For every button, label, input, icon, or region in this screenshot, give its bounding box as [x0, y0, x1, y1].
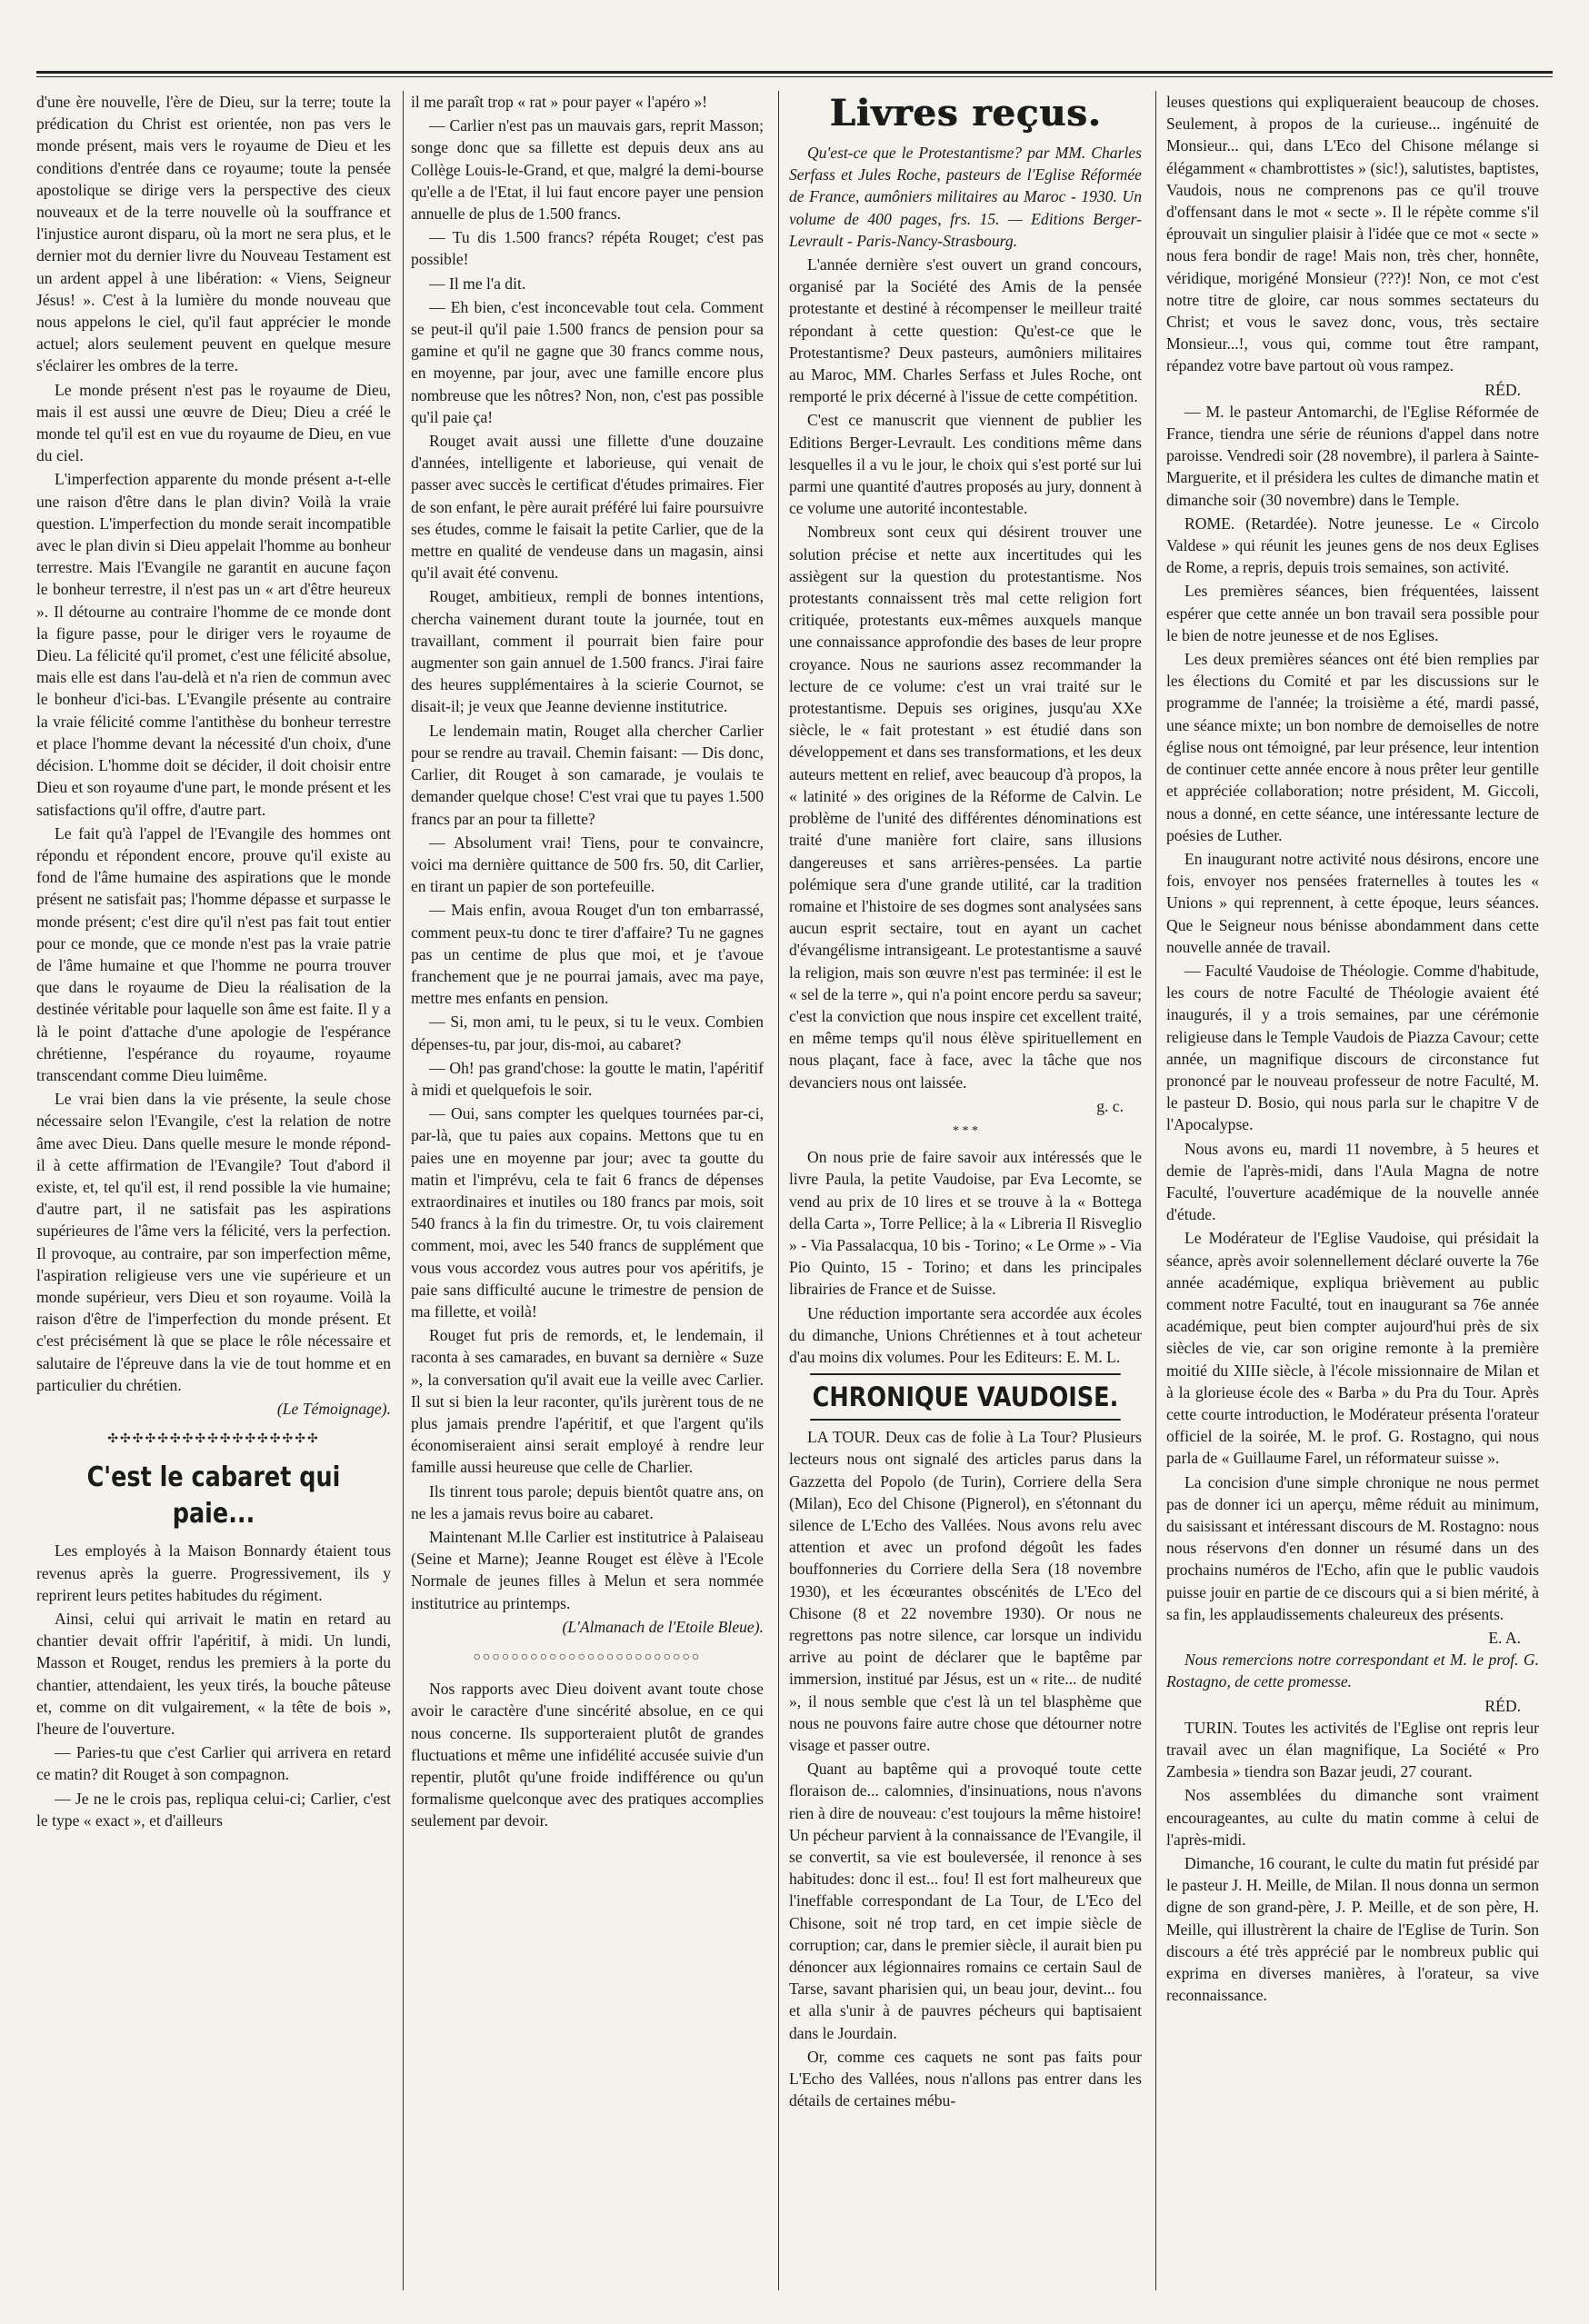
paragraph: Nous remercions notre correspondant et M. le prof. G. Rostagno, de cette promesse. [1166, 1651, 1539, 1691]
paragraph: d'une ère nouvelle, l'ère de Dieu, sur la terre; toute la prédication du Christ est orientée, non pas vers le monde présent, mais vers le royaume de Dieu et les conditions d'entrée dans ce royaume; toute la pensée apostolique se dirige vers la perspective des cieux nouveaux et de la terre nouvelle où la souffrance et l'injustice auront disparu, où la mort ne sera plus, et le dernier mot du dernier livre du Nouveau Testament est un ardent appel à une libération: « Viens, Seigneur Jésus! ». C'est à la lumière du monde nouveau que nous appelons le ciel, qu'il faut apprécier le monde actuel; alors seulement peuvent en quelque mesure s'éclairer les ombres de la terre. [36, 93, 391, 375]
paragraph: Nous avons eu, mardi 11 novembre, à 5 heures et demie de l'après-midi, dans l'Aula Magna de notre Faculté, l'ouverture académique de la nouvelle année d'étude. [1166, 1139, 1539, 1224]
paragraph: Dimanche, 16 courant, le culte du matin fut présidé par le pasteur J. H. Meille, de Milan. Il nous donna un sermon digne de son grand-père, J. P. Meille, et de son père, H. Meille, qui illustrèrent la chaire de l'Eglise de Turin. Son discours a été très apprécié par le nombreux public qui exprima en diverses manières, à l'orateur, sa vive reconnaissance. [1166, 1854, 1539, 2005]
paragraph: Le Modérateur de l'Eglise Vaudoise, qui présidait la séance, après avoir solennellement déclaré ouverte la 76e année académique, expliqua brièvement au public comment notre Faculté, tout en inaugurant sa 76e année académique, peut bien compter aujourd'hui près de six siècles de vie, car son origine remonte à la première moitié du XIIIe siècle, à l'école missionnaire de Milan et à la glorieuse école des « Barba » du Pra du Tour. Après cette courte introduction, le Modérateur présenta l'orateur officiel de la soirée, M. le prof. G. Rostagno, qui nous parla de « Guillaume Farel, un réformateur suisse ». [1166, 1229, 1539, 1468]
paragraph: La concision d'une simple chronique ne nous permet pas de donner ici un aperçu, même réduit au minimum, du saisissant et intéressant discours de M. Rostagno: nous nous réservons d'en donner un résumé dans un des prochains numéros de l'Echo, afin que le public vaudois puisse jouir en partie de ce discours qui a si bien mérité, à sa fin, les applaudissements chaleureux des présents. [1166, 1472, 1539, 1623]
paragraph: — Faculté Vaudoise de Théologie. Comme d'habitude, les cours de notre Faculté de Théologie avaient été inaugurés, il y a trois semaines, par une cérémonie religieuse dans le Temple Vaudois de Piazza Cavour; cette année, un magnifique discours de circonstance fut prononcé par le nouveau professeur de notre Faculté, M. le pasteur D. Bosio, qui nous parla sur le chapitre V de l'Apocalypse. [1166, 961, 1539, 1134]
paragraph: Ainsi, celui qui arrivait le matin en retard au chantier devait offrir l'apéritif, à midi. Un lundi, Masson et Rouget, rendus les premiers à la porte du chantier, attendaient, les yeux tirés, la bouche pâteuse et, comme on dit vulgairement, « la tête de bois », l'heure de l'ouverture. [36, 1610, 391, 1739]
paragraph: Le monde présent n'est pas le royaume de Dieu, mais il est aussi une œuvre de Dieu; Dieu a créé le monde tel qu'il est en vue du royaume de Dieu, en vue du ciel. [36, 380, 391, 465]
paragraph: il me paraît trop « rat » pour payer « l'apéro »! [411, 93, 708, 111]
column-divider [778, 91, 779, 2290]
paragraph: ROME. (Retardée). Notre jeunesse. Le « Circolo Valdese » qui réunit les jeunes gens de nos deux Eglises de Rome, a repris, depuis trois semaines, son activité. [1166, 514, 1539, 577]
ornament-divider: ○○○○○○○○○○○○○○○○○○○○○○○○ [473, 1651, 702, 1665]
column-4 [1166, 91, 1539, 2290]
paragraph: Or, comme ces caquets ne sont pas faits pour L'Echo des Vallées, nous n'allons pas entrer dans les détails de certaines mébu- [789, 2047, 1142, 2110]
paragraph: — M. le pasteur Antomarchi, de l'Eglise Réformée de France, tiendra une série de réunions d'appel dans notre paroisse. Vendredi soir (28 novembre), il parlera à Sainte-Marguerite, et il présidera les cultes de dimanche matin et dimanche soir (30 novembre) dans le Temple. [1166, 402, 1539, 509]
paragraph: — Si, mon ami, tu le peux, si tu le veux. Combien dépenses-tu, par jour, dis-moi, au cabaret? [411, 1012, 764, 1053]
article-title: C'est le cabaret qui paie... [86, 1461, 341, 1531]
paragraph: LA TOUR. Deux cas de folie à La Tour? Plusieurs lecteurs nous ont signalé des articles parus dans la Gazzetta del Popolo (de Turin), Corriere della Sera (Milan), Eco del Chisone (Pignerol), en s'étonnant du silence de L'Echo des Vallées. Nous avons relu avec attention et avec un profond dégoût les fades bouffonneries du Corriere della Sera (18 novembre 1930), et les écœurantes obscénités de L'Eco del Chisone (8 et 22 novembre 1930). Or nous ne regrettons pas notre silence, car lorsque un individu arrive au point de déclarer que le baptême par immersion, institué par Jésus, est un « rite... de nudité », il nous semble que c'est là un tel blasphème que nous ne pouvons faire autre chose que détourner notre visage et passer outre. [789, 1428, 1142, 1755]
paragraph: Quant au baptême qui a provoqué toute cette floraison de... calomnies, d'insinuations, nous n'avons rien à dire de nouveau: c'est toujours la même histoire! Un pécheur parvient à la connaissance de l'Evangile, il se convertit, sa vie est bouleversée, il renonce à ses habitudes: donc il est... fou! Il est fort malheureux que l'ineffable correspondant de La Tour, de L'Eco del Chisone, soit né trop tard, en cet impie siècle de corruption; car, dans le premier siècle, il aurait bien pu dénoncer aux légionnaires romains ce certain Saul de Tarse, savant pharisien qui, un beau jour, devint... fou et alla s'unir à de pauvres pécheurs qui baptisaient dans le Jourdain. [789, 1760, 1142, 2042]
paragraph: — Je ne le crois pas, repliqua celui-ci; Carlier, c'est le type « exact », et d'ailleurs [36, 1789, 391, 1830]
paragraph: leuses questions qui expliqueraient beaucoup de choses. Seulement, à propos de la curieuse... ingénuité de Monsieur... qui, dans L'Eco del Chisone mélange si élégamment « chambrottistes » (sic!), salutistes, baptistes, Vaudois, nous ne comprenons pas ce qu'il trouve d'offensant dans le mot « secte ». Il le répète comme s'il éprouvait un singulier plaisir à l'idée que ce mot « secte » nous fera bondir de rage! Mais non, très cher, honnête, véridique, morigéné Monsieur (???)! Non, ce mot c'est notre titre de gloire, car nous sommes sectateurs du Christ; et vous le savez donc, vous, très sectaire Monsieur...!, vous qui, comme tout être rampant, répandez votre bave partout où vous rampez. [1166, 93, 1539, 375]
paragraph: Les deux premières séances ont été bien remplies par les élections du Comité et par les discussions sur le programme de l'année; la troisième a été, mardi passé, une séance mixte; un bon nombre de demoiselles de notre église nous ont témoigné, par leur présence, leur intention de continuer cette année encore à nous prêter leur gentille et appréciée collaboration; notre président, M. Giccoli, nous a donné, en cette séance, une intéressante lecture de poésies de Luther. [1166, 650, 1539, 844]
paragraph: — Il me l'a dit. [429, 274, 526, 293]
paragraph: Le vrai bien dans la vie présente, la seule chose nécessaire selon l'Evangile, c'est la relation de notre âme avec Dieu. Dans quelle mesure le monde répond-il à cette affirmation de l'Evangile? Tout d'abord il existe, et, tel qu'il est, il rend possible la vie humaine; d'autre part, il ne satisfait pas les aspirations supérieures de l'âme vers la félicité, vers la perfection. Il provoque, au contraire, par son imperfection même, l'aspiration religieuse vers une vie supérieure et un monde supérieur, vers Dieu et son royaume. Voilà la raison d'être de l'imperfection du monde présent. Et c'est précisément là que se place le rôle nécessaire et salutaire de l'épreuve dans la vie de tout homme et en particulier du chrétien. [36, 1090, 391, 1394]
column-divider [1155, 91, 1156, 2290]
ornament-divider: ✣✣✣✣✣✣✣✣✣✣✣✣✣✣✣✣✣ [107, 1432, 320, 1447]
paragraph: Ils tinrent tous parole; depuis bientôt quatre ans, on ne les a jamais revus boire au cabaret. [411, 1481, 764, 1522]
signature: RÉD. [1484, 1696, 1521, 1715]
paragraph: Rouget, ambitieux, rempli de bonnes intentions, chercha vainement durant toute la journée, tout en travaillant, comment il pourrait bien faire pour augmenter son gain annuel de 1.500 francs. J'irai faire des heures supplémentaires à la scierie Cournot, se disait-il; je veux que Jeanne devienne institutrice. [411, 587, 764, 716]
section-title: CHRONIQUE VAUDOISE. [810, 1373, 1120, 1421]
column-1 [36, 91, 391, 2290]
paragraph: Rouget fut pris de remords, et, le lendemain, il raconta à ses camarades, en buvant sa dernière « Suze », la conversation qu'il avait eue la veille avec Carlier. Il sut si bien la leur raconter, qu'ils jurèrent tous de ne plus jamais prendre l'apéritif, et que l'argent qu'ils économiseraient ainsi serait employé à rendre leur famille aussi heureuse que celle de Charlier. [411, 1326, 764, 1477]
paragraph: TURIN. Toutes les activités de l'Eglise ont repris leur travail avec un élan magnifique, La Société « Pro Zambesia » tiendra son Bazar jeudi, 27 courant. [1166, 1718, 1539, 1781]
source-citation: (L'Almanach de l'Etoile Bleue). [562, 1617, 764, 1636]
signature: RÉD. [1484, 380, 1521, 399]
paragraph: C'est ce manuscrit que viennent de publier les Editions Berger-Levrault. Les conditions même dans lesquelles il a vu le jour, le choix qui s'est porté sur lui parmi une quantité d'autres proposés au jury, donnent à ce volume une autorité incontestable. [789, 411, 1142, 518]
source-citation: (Le Témoignage). [276, 1399, 391, 1418]
signature: E. A. [1488, 1629, 1521, 1648]
paragraph: Le fait qu'à l'appel de l'Evangile des hommes ont répondu et répondent encore, prouve qu'il existe au fond de l'âme humaine des aspirations que le monde présent ne satisfait pas; l'homme dépasse et surpasse le monde présent; c'est dire qu'il n'est pas fait tout entier pour ce monde, que ce monde n'est pas la vraie patrie de l'âme humaine et que l'homme ne pourra trouver que dans le royaume de Dieu la réalisation de la destinée véritable pour laquelle son âme est faite. Il y a là le point d'attache d'une apologie de l'espérance chrétienne, l'espérance du royaume, royaume transcendant comme Dieu luimême. [36, 823, 391, 1084]
paragraph: On nous prie de faire savoir aux intéressés que le livre Paula, la petite Vaudoise, par Eva Lecomte, se vend au prix de 10 lires et se trouve à la « Bottega della Carta », Torre Pellice; à la « Libreria Il Risveglio » - Via Passalacqua, 10 bis - Torino; « Le Orme » - Via Pio Quinto, 15 - Torino; et dans les principales librairies de France et de Suisse. [789, 1148, 1142, 1299]
paragraph: Nombreux sont ceux qui désirent trouver une solution précise et nette aux incertitudes qui les assiègent sur la question du protestantisme. Nos protestants connaissent très mal cette religion fort critiquée, protestants eux-mêmes auxquels manque une connaissance approfondie des bases de leur propre croyance. Nous ne saurions assez recommander la lecture de ce volume: c'est un vrai traité sur le protestantisme. Depuis ses origines, jusqu'au XXe siècle, le « fait protestant » est étudié dans son développement et dans ses transformations, et les deux auteurs mettent en relief, avec beaucoup d'à propos, la « latinité » des origines de la Réforme de Calvin. Le problème de l'unité des différentes dénominations est traité d'une manière fort claire, sans illusions dangereuses et sans arrières-pensées. La partie polémique sera d'une grande utilité, car la tradition romaine et l'histoire de ses dogmes sont analysées sans aucun esprit sectaire, tout en ayant un cachet d'évangélisme intransigeant. Le protestantisme a sauvé la religion, mais son œuvre n'est pas terminée: il est le « sel de la terre », qui n'a point encore perdu sa saveur; c'est la conviction que nous inspire cet excellent traité, en même temps qu'il nous élève spirituellement en nous plaçant, face à face, avec la tâche que nos devanciers nous ont laissée. [789, 523, 1142, 1092]
paragraph: L'imperfection apparente du monde présent a-t-elle une raison d'être dans le plan divin? Voilà la vraie question. L'imperfection du monde serait incompatible avec le plan divin si Dieu appelait l'homme au bonheur terrestre. Mais l'Evangile ne garantit en aucune façon le bonheur terrestre, il n'est pas un « art d'être heureux ». Il détourne au contraire l'homme de ce monde dont la figure passe, pour le diriger vers le royaume de Dieu. La félicité qu'il promet, c'est une félicité absolue, mais elle est dans l'au-delà et n'a rien de commun avec le bonheur d'ici-bas. L'Evangile présente au contraire la vraie félicité comme l'antithèse du bonheur terrestre et place l'homme devant la nécessité d'un choix, d'une décision. L'homme doit se décider, il doit choisir entre Dieu et son royaume d'une part, le monde présent et les satisfactions qu'il offre, d'autre part. [36, 470, 391, 819]
paragraph: Les employés à la Maison Bonnardy étaient tous revenus après la guerre. Progressivement, ils y reprirent leurs petites habitudes du régiment. [36, 1541, 391, 1604]
column-2 [411, 91, 764, 2290]
top-rule-thin [36, 76, 1553, 77]
paragraph: — Eh bien, c'est inconcevable tout cela. Comment se peut-il qu'il paie 1.500 francs de pension pour sa gamine et qu'il ne gagne que 30 francs comme nous, en moyenne, par jour, avec une famille encore plus nombreuse que les nôtres? Non, non, c'est pas possible qu'il paie ça! [411, 297, 764, 426]
paragraph: Maintenant M.lle Carlier est institutrice à Palaiseau (Seine et Marne); Jeanne Rouget est élève à l'Ecole Normale de jeunes filles à Melun et sera nommée institutrice au printemps. [411, 1528, 764, 1612]
signature: g. c. [1096, 1096, 1124, 1115]
paragraph: — Oh! pas grand'chose: la goutte le matin, l'apéritif à midi et quelquefois le soir. [411, 1058, 764, 1099]
paragraph: Les premières séances, bien fréquentées, laissent espérer que cette année un bon travail sera possible pour le bien de notre jeunesse et de nos Eglises. [1166, 582, 1539, 644]
paragraph: — Absolument vrai! Tiens, pour te convaincre, voici ma dernière quittance de 500 frs. 50, dit Carlier, en tirant un papier de son portefeuille. [411, 833, 764, 896]
paragraph: — Mais enfin, avoua Rouget d'un ton embarrassé, comment peux-tu donc te tirer d'affaire? Tu ne gagnes pas un centime de plus que moi, et je t'avoue franchement que je ne pourrai jamais, avec ma paye, mettre mes enfants en pension. [411, 901, 764, 1008]
column-divider [403, 91, 404, 2290]
paragraph: Rouget avait aussi une fillette d'une douzaine d'années, intelligente et laborieuse, qui venait de passer avec succès le certificat d'études primaires. Fier de son enfant, le père aurait préféré lui faire poursuivre ses études, comme le faisait la petite Carlier, que de la mettre en qualité de vendeuse dans un magasin, ainsi qu'il avait été convenu. [411, 432, 764, 583]
paragraph: — Oui, sans compter les quelques tournées par-ci, par-là, que tu paies aux copains. Mettons que tu en paies une en moyenne par jour; avec ta goutte du matin et l'imprévu, cela te fait 6 francs de dépenses extraordinaires et inutiles ou 180 francs par mois, soit 540 francs à la fin du trimestre. Or, tu vois clairement comment, moi, avec les 540 francs de supplément que vous vous accordez vous autres pour vos apéritifs, je paie sans difficulté aucune le trimestre de pension de ma fillette, et voilà! [411, 1104, 764, 1321]
paragraph: En inaugurant notre activité nous désirons, encore une fois, envoyer nos pensées fraternelles à toutes les « Unions » qui reprennent, à cette époque, leurs séances. Que le Seigneur nous bénisse abondamment dans cette nouvelle année de travail. [1166, 849, 1539, 956]
paragraph: Le lendemain matin, Rouget alla chercher Carlier pour se rendre au travail. Chemin faisant: — Dis donc, Carlier, dit Rouget à son camarade, je voulais te demander quelque chose! C'est vrai que tu payes 1.500 francs par an pour ta fillette? [411, 721, 764, 828]
book-reference: Qu'est-ce que le Protestantisme? par MM. Charles Serfass et Jules Roche, pasteurs de l'Eglise Réformée de France, aumôniers militaires au Maroc - 1930. Un volume de 400 pages, frs. 15. — Editions Berger-Levrault - Paris-Nancy-Strasbourg. [789, 144, 1142, 250]
paragraph: — Carlier n'est pas un mauvais gars, reprit Masson; songe donc que sa fillette est depuis deux ans au Collège Louis-le-Grand, et que, malgré la demi-bourse qu'elle a de l'Etat, il lui faut encore payer une pension annuelle de plus de 1.500 francs. [411, 116, 764, 224]
column-3 [789, 91, 1142, 2290]
paragraph: L'année dernière s'est ouvert un grand concours, organisé par la Société des Amis de la pensée protestante et destiné à récompenser le meilleur traité répondant à cette question: Qu'est-ce que le Protestantisme? Deux pasteurs, aumôniers militaires au Maroc, MM. Charles Serfass et Jules Roche, ont remporté le prix décerné à l'issue de cette compétition. [789, 255, 1142, 406]
paragraph: Nos assemblées du dimanche sont vraiment encourageantes, au culte du matin comme à celui de l'après-midi. [1166, 1786, 1539, 1849]
top-rule [36, 71, 1553, 74]
paragraph: — Paries-tu que c'est Carlier qui arrivera en retard ce matin? dit Rouget à son compagnon. [36, 1743, 391, 1784]
separator-stars: * * * [953, 1123, 978, 1138]
paragraph: Une réduction importante sera accordée aux écoles du dimanche, Unions Chrétiennes et à tout acheteur d'au moins dix volumes. Pour les Editeurs: E. M. L. [789, 1303, 1142, 1366]
section-title: Livres reçus. [829, 92, 1102, 135]
paragraph: — Tu dis 1.500 francs? répéta Rouget; c'est pas possible! [411, 228, 764, 269]
paragraph: Nos rapports avec Dieu doivent avant toute chose avoir le caractère d'une sincérité absolue, en ce qui nous concerne. Ils supporteraient plutôt de grandes fluctuations et même une infidélité accusée suivie d'un repentir, plutôt qu'une froide indifférence ou qu'un formalisme quelconque avec des pratiques accomplies seulement par devoir. [411, 1680, 764, 1830]
